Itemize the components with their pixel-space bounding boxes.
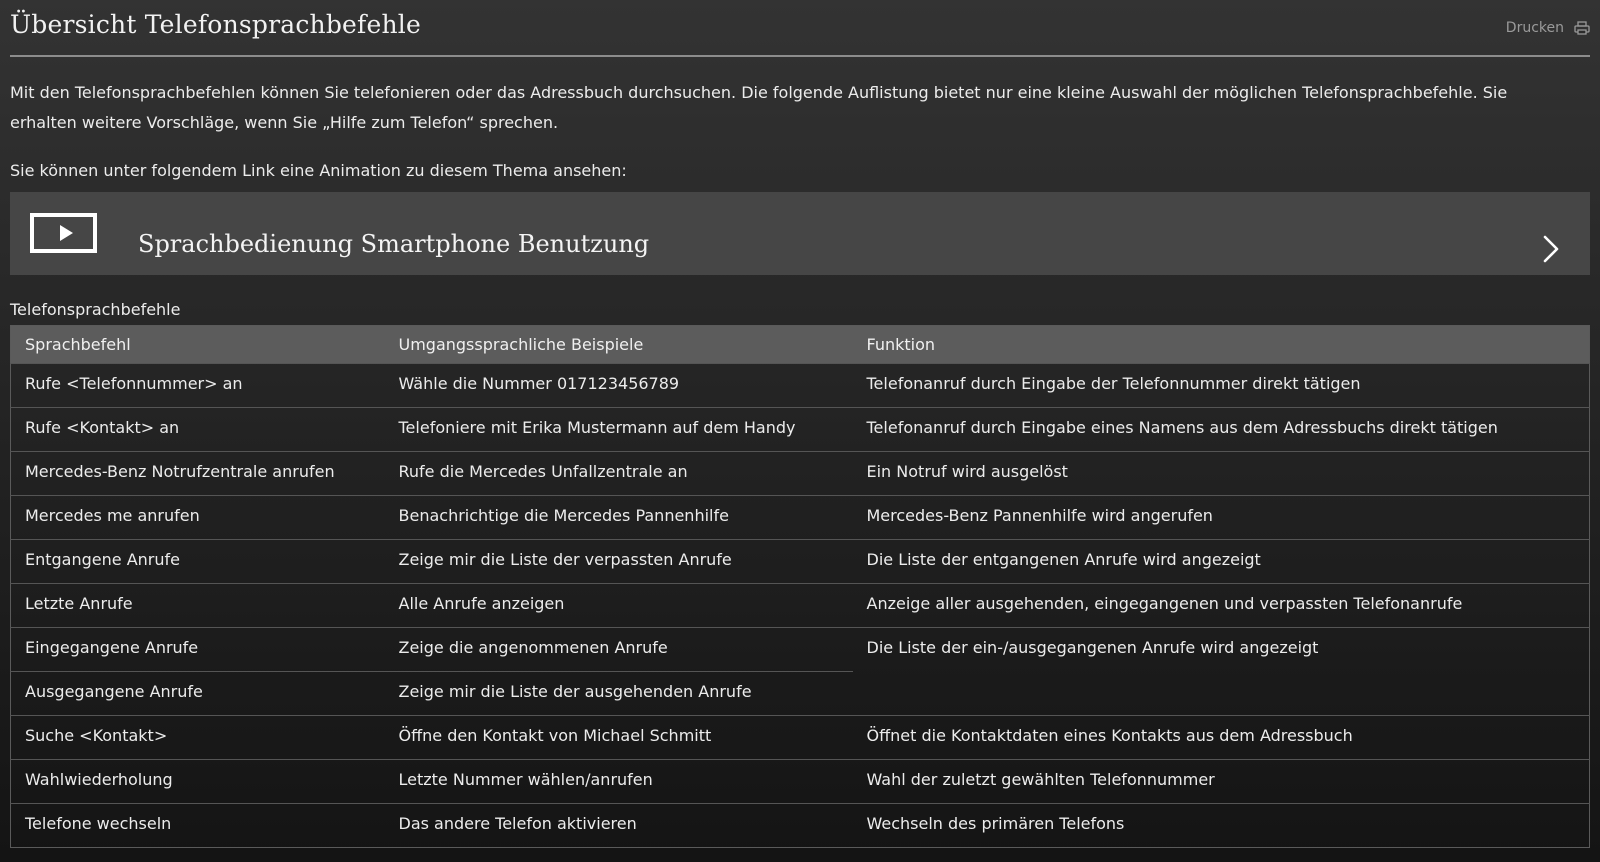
cell-example: Rufe die Mercedes Unfallzentrale an: [385, 452, 853, 496]
cell-example: Zeige die angenommenen Anrufe: [385, 628, 853, 672]
cell-function: Wahl der zuletzt gewählten Telefonnummer: [853, 760, 1590, 804]
table-row: [11, 540, 1590, 584]
intro-paragraph: Mit den Telefonsprachbefehlen können Sie telefonieren oder das Adressbuch durchsuchen. Die folgende Auflistung bietet nur eine kleine Auswahl der möglichen Telefonsprachbefehle. Sie erhalten weitere Vorschläge, wenn Sie „Hilfe zum Telefon“ sprechen.: [10, 83, 1508, 132]
voice-commands-table: [10, 325, 1590, 848]
cell-function: Telefonanruf durch Eingabe der Telefonnummer direkt tätigen: [853, 364, 1590, 408]
cell-example: Wähle die Nummer 017123456789: [385, 364, 853, 408]
table-header-row: [11, 326, 1590, 364]
print-label: Drucken: [1505, 20, 1564, 36]
cell-function: Die Liste der ein-/ausgegangenen Anrufe wird angezeigt: [853, 628, 1590, 716]
animation-hint: Sie können unter folgendem Link eine Animation zu diesem Thema ansehen:: [10, 161, 627, 180]
table-row: [11, 628, 1590, 672]
table-row: [11, 804, 1590, 848]
cell-function: Die Liste der entgangenen Anrufe wird angezeigt: [853, 540, 1590, 584]
play-video-icon: [30, 213, 97, 253]
cell-command: Mercedes-Benz Notrufzentrale anrufen: [11, 452, 385, 496]
column-header-examples: Umgangssprachliche Beispiele: [385, 326, 853, 364]
cell-command: Eingegangene Anrufe: [11, 628, 385, 672]
cell-example: Öffne den Kontakt von Michael Schmitt: [385, 716, 853, 760]
cell-function: Mercedes-Benz Pannenhilfe wird angerufen: [853, 496, 1590, 540]
table-caption: Telefonsprachbefehle: [10, 300, 181, 319]
cell-function: Ein Notruf wird ausgelöst: [853, 452, 1590, 496]
table-row: [11, 496, 1590, 540]
table-row: [11, 364, 1590, 408]
print-button[interactable]: [1506, 20, 1590, 36]
cell-command: Mercedes me anrufen: [11, 496, 385, 540]
cell-command: Rufe <Telefonnummer> an: [11, 364, 385, 408]
cell-command: Entgangene Anrufe: [11, 540, 385, 584]
cell-command: Wahlwiederholung: [11, 760, 385, 804]
cell-function: Öffnet die Kontaktdaten eines Kontakts aus dem Adressbuch: [853, 716, 1590, 760]
cell-function: Anzeige aller ausgehenden, eingegangenen und verpassten Telefonanrufe: [853, 584, 1590, 628]
cell-function: Wechseln des primären Telefons: [853, 804, 1590, 848]
table-row: [11, 452, 1590, 496]
page-header: [10, 0, 1590, 57]
cell-command: Telefone wechseln: [11, 804, 385, 848]
table-row: [11, 408, 1590, 452]
table-row: [11, 584, 1590, 628]
video-title: Sprachbedienung Smartphone Benutzung: [138, 230, 650, 258]
cell-example: Zeige mir die Liste der ausgehenden Anrufe: [385, 672, 853, 716]
cell-example: Telefoniere mit Erika Mustermann auf dem Handy: [385, 408, 853, 452]
column-header-function: Funktion: [853, 326, 1590, 364]
cell-example: Alle Anrufe anzeigen: [385, 584, 853, 628]
table-row: [11, 716, 1590, 760]
table-row: [11, 760, 1590, 804]
cell-command: Letzte Anrufe: [11, 584, 385, 628]
cell-command: Rufe <Kontakt> an: [11, 408, 385, 452]
cell-command: Suche <Kontakt>: [11, 716, 385, 760]
cell-example: Letzte Nummer wählen/anrufen: [385, 760, 853, 804]
cell-example: Zeige mir die Liste der verpassten Anrufe: [385, 540, 853, 584]
column-header-command: Sprachbefehl: [11, 326, 385, 364]
cell-example: Das andere Telefon aktivieren: [385, 804, 853, 848]
video-link[interactable]: [10, 192, 1590, 275]
cell-command: Ausgegangene Anrufe: [11, 672, 385, 716]
cell-function: Telefonanruf durch Eingabe eines Namens aus dem Adressbuchs direkt tätigen: [853, 408, 1590, 452]
page-title: Übersicht Telefonsprachbefehle: [10, 10, 421, 39]
cell-example: Benachrichtige die Mercedes Pannenhilfe: [385, 496, 853, 540]
chevron-right-icon: [1542, 234, 1560, 268]
printer-icon: [1574, 21, 1590, 35]
